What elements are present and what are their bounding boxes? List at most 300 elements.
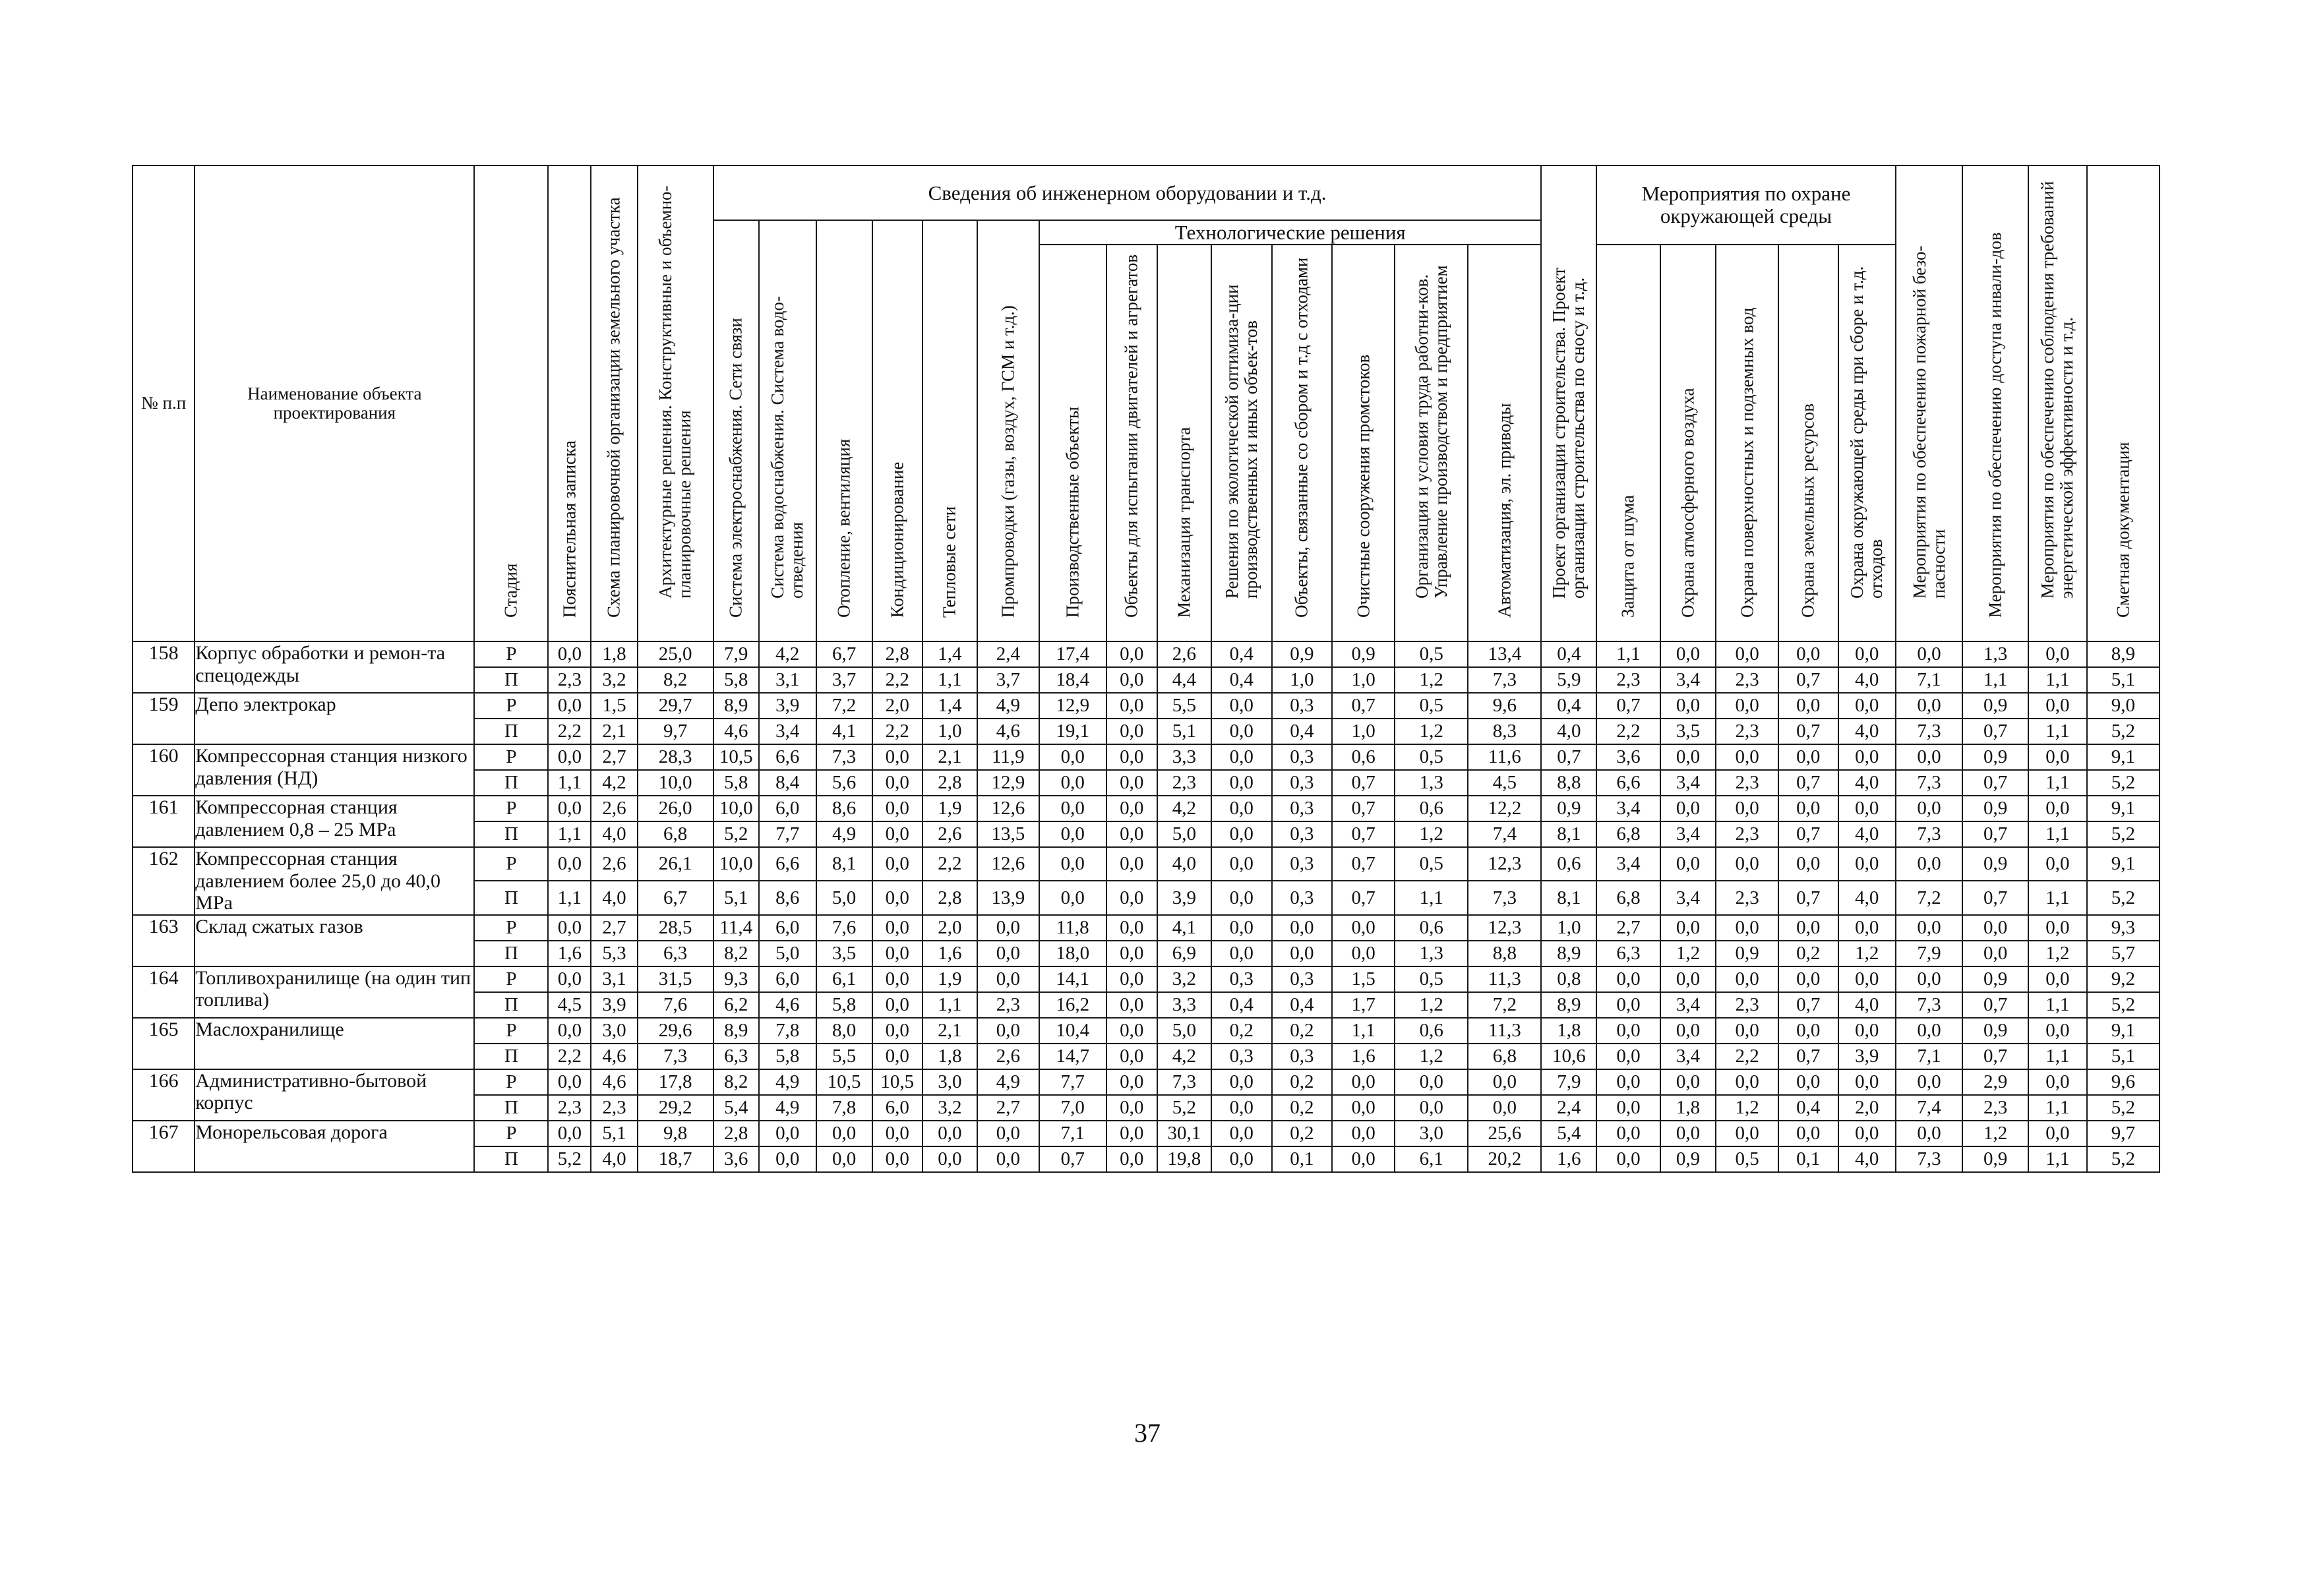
value-cell: 0,7 bbox=[1778, 881, 1838, 914]
value-cell: 0,7 bbox=[1962, 992, 2028, 1018]
value-cell: 0,0 bbox=[1838, 796, 1896, 821]
value-cell: 19,8 bbox=[1157, 1146, 1211, 1172]
value-cell: 2,1 bbox=[922, 744, 977, 770]
value-cell: 6,9 bbox=[1157, 941, 1211, 966]
value-cell: 0,0 bbox=[1660, 744, 1716, 770]
value-cell: 0,3 bbox=[1272, 796, 1332, 821]
value-cell: 6,0 bbox=[759, 966, 816, 992]
header-stage: Стадия bbox=[474, 165, 548, 641]
value-cell: 8,8 bbox=[1541, 770, 1596, 796]
value-cell: 0,0 bbox=[1896, 1018, 1963, 1044]
value-cell: 26,1 bbox=[638, 847, 713, 881]
value-cell: 8,2 bbox=[713, 1069, 759, 1095]
value-cell: 6,6 bbox=[759, 744, 816, 770]
value-cell: 3,4 bbox=[1660, 667, 1716, 693]
value-cell: 2,6 bbox=[922, 821, 977, 847]
value-cell: 6,8 bbox=[1596, 821, 1660, 847]
value-cell: 1,2 bbox=[1962, 1121, 2028, 1146]
table-row bbox=[133, 693, 2160, 719]
value-cell: 1,0 bbox=[1541, 915, 1596, 941]
value-cell: 0,7 bbox=[1332, 821, 1395, 847]
value-cell: 4,2 bbox=[591, 770, 637, 796]
value-cell: 13,9 bbox=[977, 881, 1039, 914]
value-cell: 7,8 bbox=[816, 1095, 872, 1121]
stage-cell: П bbox=[474, 770, 548, 796]
value-cell: 2,1 bbox=[922, 1018, 977, 1044]
value-cell: 2,0 bbox=[872, 693, 922, 719]
value-cell: 0,0 bbox=[1778, 1121, 1838, 1146]
value-cell: 7,8 bbox=[759, 1018, 816, 1044]
value-cell: 0,6 bbox=[1395, 1018, 1468, 1044]
value-cell: 12,3 bbox=[1468, 915, 1541, 941]
table-row bbox=[133, 641, 2160, 667]
value-cell: 0,0 bbox=[1211, 1121, 1272, 1146]
value-cell: 7,3 bbox=[1896, 992, 1963, 1018]
value-cell: 0,0 bbox=[2028, 796, 2087, 821]
value-cell: 8,0 bbox=[816, 1018, 872, 1044]
value-cell: 1,0 bbox=[1332, 719, 1395, 744]
value-cell: 0,0 bbox=[1778, 915, 1838, 941]
object-name: Корпус обработки и ремон-та спецодежды bbox=[195, 641, 474, 693]
value-cell: 0,1 bbox=[1778, 1146, 1838, 1172]
value-cell: 0,9 bbox=[1541, 796, 1596, 821]
value-cell: 0,0 bbox=[1896, 915, 1963, 941]
value-cell: 0,0 bbox=[1896, 796, 1963, 821]
value-cell: 2,3 bbox=[1716, 881, 1778, 914]
value-cell: 7,2 bbox=[1468, 992, 1541, 1018]
value-cell: 0,9 bbox=[1962, 1018, 2028, 1044]
value-cell: 1,1 bbox=[922, 667, 977, 693]
value-cell: 4,2 bbox=[1157, 1044, 1211, 1069]
value-cell: 5,2 bbox=[2087, 1146, 2160, 1172]
table-body bbox=[133, 641, 2160, 1172]
object-name: Маслохранилище bbox=[195, 1018, 474, 1069]
value-cell: 3,9 bbox=[759, 693, 816, 719]
value-cell: 7,1 bbox=[1896, 667, 1963, 693]
value-cell: 5,5 bbox=[816, 1044, 872, 1069]
value-cell: 0,0 bbox=[1211, 796, 1272, 821]
value-cell: 1,2 bbox=[1838, 941, 1896, 966]
value-cell: 17,4 bbox=[1039, 641, 1106, 667]
value-cell: 0,7 bbox=[1332, 796, 1395, 821]
value-cell: 10,5 bbox=[872, 1069, 922, 1095]
value-cell: 0,0 bbox=[1039, 847, 1106, 881]
value-cell: 1,1 bbox=[2028, 881, 2087, 914]
value-cell: 0,0 bbox=[1106, 1095, 1157, 1121]
table-row bbox=[133, 1121, 2160, 1146]
value-cell: 3,1 bbox=[591, 966, 637, 992]
value-cell: 2,3 bbox=[1157, 770, 1211, 796]
value-cell: 7,2 bbox=[816, 693, 872, 719]
value-cell: 0,7 bbox=[1962, 770, 2028, 796]
value-cell: 2,3 bbox=[591, 1095, 637, 1121]
value-cell: 5,2 bbox=[2087, 719, 2160, 744]
row-number: 160 bbox=[133, 744, 195, 796]
value-cell: 1,1 bbox=[922, 992, 977, 1018]
value-cell: 0,0 bbox=[872, 881, 922, 914]
value-cell: 0,0 bbox=[1596, 1069, 1660, 1095]
value-cell: 6,0 bbox=[759, 915, 816, 941]
value-cell: 0,0 bbox=[1660, 796, 1716, 821]
stage-cell: Р bbox=[474, 966, 548, 992]
value-cell: 0,0 bbox=[1106, 744, 1157, 770]
value-cell: 1,1 bbox=[2028, 1044, 2087, 1069]
value-cell: 0,0 bbox=[1962, 915, 2028, 941]
value-cell: 0,0 bbox=[2028, 915, 2087, 941]
value-cell: 1,1 bbox=[548, 821, 591, 847]
value-cell: 2,3 bbox=[1716, 821, 1778, 847]
value-cell: 12,6 bbox=[977, 847, 1039, 881]
value-cell: 1,9 bbox=[922, 796, 977, 821]
object-name: Компрессорная станция давлением 0,8 – 25 МРа bbox=[195, 796, 474, 847]
value-cell: 0,0 bbox=[1106, 1069, 1157, 1095]
value-cell: 2,7 bbox=[1596, 915, 1660, 941]
value-cell: 0,8 bbox=[1541, 966, 1596, 992]
value-cell: 2,2 bbox=[548, 1044, 591, 1069]
value-cell: 6,3 bbox=[638, 941, 713, 966]
value-cell: 2,3 bbox=[548, 667, 591, 693]
value-cell: 3,4 bbox=[1660, 881, 1716, 914]
value-cell: 7,0 bbox=[1039, 1095, 1106, 1121]
header-row-1 bbox=[133, 165, 2160, 220]
value-cell: 1,1 bbox=[2028, 667, 2087, 693]
value-cell: 2,2 bbox=[872, 667, 922, 693]
value-cell: 1,0 bbox=[1332, 667, 1395, 693]
value-cell: 0,3 bbox=[1211, 966, 1272, 992]
value-cell: 2,2 bbox=[1716, 1044, 1778, 1069]
value-cell: 5,6 bbox=[816, 770, 872, 796]
value-cell: 1,8 bbox=[1541, 1018, 1596, 1044]
value-cell: 0,0 bbox=[1211, 847, 1272, 881]
value-cell: 4,6 bbox=[977, 719, 1039, 744]
value-cell: 0,9 bbox=[1962, 744, 2028, 770]
value-cell: 0,0 bbox=[872, 1121, 922, 1146]
row-number: 163 bbox=[133, 915, 195, 966]
stage-cell: Р bbox=[474, 693, 548, 719]
value-cell: 0,0 bbox=[1838, 693, 1896, 719]
value-cell: 18,0 bbox=[1039, 941, 1106, 966]
value-cell: 8,1 bbox=[1541, 881, 1596, 914]
value-cell: 7,6 bbox=[638, 992, 713, 1018]
stage-cell: П bbox=[474, 881, 548, 914]
header-c14: Объекты, связанные со сбором и т.д с отходами bbox=[1272, 245, 1332, 642]
value-cell: 9,0 bbox=[2087, 693, 2160, 719]
page-number: 37 bbox=[1134, 1418, 1161, 1448]
value-cell: 11,8 bbox=[1039, 915, 1106, 941]
value-cell: 0,0 bbox=[1716, 1069, 1778, 1095]
value-cell: 0,1 bbox=[1272, 1146, 1332, 1172]
value-cell: 0,6 bbox=[1395, 915, 1468, 941]
stage-cell: П bbox=[474, 719, 548, 744]
value-cell: 2,4 bbox=[977, 641, 1039, 667]
value-cell: 11,9 bbox=[977, 744, 1039, 770]
value-cell: 2,8 bbox=[922, 770, 977, 796]
value-cell: 0,0 bbox=[1896, 1121, 1963, 1146]
value-cell: 12,9 bbox=[1039, 693, 1106, 719]
value-cell: 0,0 bbox=[1211, 1146, 1272, 1172]
value-cell: 1,6 bbox=[922, 941, 977, 966]
value-cell: 26,0 bbox=[638, 796, 713, 821]
value-cell: 10,0 bbox=[713, 847, 759, 881]
value-cell: 1,1 bbox=[1596, 641, 1660, 667]
value-cell: 3,2 bbox=[922, 1095, 977, 1121]
value-cell: 5,2 bbox=[2087, 770, 2160, 796]
header-c2: Схема планировочной организации земельного участка bbox=[591, 165, 637, 641]
stage-cell: Р bbox=[474, 1069, 548, 1095]
value-cell: 0,9 bbox=[1962, 796, 2028, 821]
value-cell: 5,9 bbox=[1541, 667, 1596, 693]
value-cell: 0,0 bbox=[1332, 915, 1395, 941]
value-cell: 0,0 bbox=[1106, 770, 1157, 796]
value-cell: 3,7 bbox=[977, 667, 1039, 693]
value-cell: 0,0 bbox=[1778, 1018, 1838, 1044]
object-name: Компрессорная станция давлением более 25,0 до 40,0 МРа bbox=[195, 847, 474, 915]
value-cell: 4,9 bbox=[759, 1095, 816, 1121]
value-cell: 1,0 bbox=[922, 719, 977, 744]
value-cell: 0,5 bbox=[1395, 966, 1468, 992]
value-cell: 7,2 bbox=[1896, 881, 1963, 914]
value-cell: 4,1 bbox=[816, 719, 872, 744]
value-cell: 0,7 bbox=[1778, 821, 1838, 847]
value-cell: 0,0 bbox=[548, 1018, 591, 1044]
value-cell: 0,0 bbox=[872, 770, 922, 796]
value-cell: 4,6 bbox=[759, 992, 816, 1018]
value-cell: 0,0 bbox=[922, 1146, 977, 1172]
header-c11: Объекты для испытании двигателей и агрегатов bbox=[1106, 245, 1157, 642]
value-cell: 0,0 bbox=[548, 1069, 591, 1095]
value-cell: 0,0 bbox=[1106, 719, 1157, 744]
value-cell: 0,0 bbox=[1596, 1121, 1660, 1146]
value-cell: 0,0 bbox=[1468, 1095, 1541, 1121]
value-cell: 5,0 bbox=[759, 941, 816, 966]
value-cell: 7,6 bbox=[816, 915, 872, 941]
value-cell: 0,0 bbox=[1838, 641, 1896, 667]
value-cell: 9,1 bbox=[2087, 1018, 2160, 1044]
value-cell: 6,3 bbox=[1596, 941, 1660, 966]
value-cell: 0,0 bbox=[1211, 1069, 1272, 1095]
value-cell: 5,1 bbox=[2087, 667, 2160, 693]
value-cell: 2,2 bbox=[922, 847, 977, 881]
value-cell: 0,3 bbox=[1272, 744, 1332, 770]
value-cell: 0,7 bbox=[1332, 693, 1395, 719]
value-cell: 1,1 bbox=[1962, 667, 2028, 693]
value-cell: 5,2 bbox=[2087, 992, 2160, 1018]
value-cell: 2,6 bbox=[1157, 641, 1211, 667]
header-c8: Тепловые сети bbox=[922, 220, 977, 641]
value-cell: 2,2 bbox=[548, 719, 591, 744]
value-cell: 4,2 bbox=[759, 641, 816, 667]
header-c12: Механизация транспорта bbox=[1157, 245, 1211, 642]
value-cell: 3,5 bbox=[816, 941, 872, 966]
value-cell: 0,3 bbox=[1272, 1044, 1332, 1069]
stage-cell: Р bbox=[474, 796, 548, 821]
header-c13: Решения по экологической оптимиза-ции производственных и иных объек-тов bbox=[1211, 245, 1272, 642]
value-cell: 0,7 bbox=[1778, 1044, 1838, 1069]
value-cell: 1,5 bbox=[591, 693, 637, 719]
value-cell: 0,0 bbox=[548, 966, 591, 992]
value-cell: 0,0 bbox=[1211, 881, 1272, 914]
stage-cell: П bbox=[474, 941, 548, 966]
value-cell: 0,0 bbox=[1716, 1121, 1778, 1146]
value-cell: 0,7 bbox=[1778, 992, 1838, 1018]
value-cell: 2,7 bbox=[591, 744, 637, 770]
value-cell: 0,0 bbox=[1596, 1146, 1660, 1172]
value-cell: 1,8 bbox=[1660, 1095, 1716, 1121]
value-cell: 7,9 bbox=[1541, 1069, 1596, 1095]
value-cell: 0,7 bbox=[1332, 881, 1395, 914]
value-cell: 0,7 bbox=[1541, 744, 1596, 770]
value-cell: 5,2 bbox=[1157, 1095, 1211, 1121]
value-cell: 6,1 bbox=[1395, 1146, 1468, 1172]
row-number: 166 bbox=[133, 1069, 195, 1121]
value-cell: 1,0 bbox=[1272, 667, 1332, 693]
value-cell: 0,4 bbox=[1272, 992, 1332, 1018]
value-cell: 0,0 bbox=[1211, 1095, 1272, 1121]
value-cell: 0,0 bbox=[2028, 966, 2087, 992]
value-cell: 4,0 bbox=[1838, 719, 1896, 744]
value-cell: 6,6 bbox=[1596, 770, 1660, 796]
value-cell: 6,7 bbox=[816, 641, 872, 667]
value-cell: 5,2 bbox=[2087, 881, 2160, 914]
value-cell: 1,6 bbox=[548, 941, 591, 966]
value-cell: 0,0 bbox=[2028, 1121, 2087, 1146]
value-cell: 6,6 bbox=[759, 847, 816, 881]
value-cell: 9,1 bbox=[2087, 744, 2160, 770]
value-cell: 0,0 bbox=[1106, 847, 1157, 881]
table-row bbox=[133, 847, 2160, 881]
value-cell: 6,7 bbox=[638, 881, 713, 914]
value-cell: 0,0 bbox=[759, 1121, 816, 1146]
value-cell: 9,7 bbox=[638, 719, 713, 744]
value-cell: 0,0 bbox=[2028, 693, 2087, 719]
stage-cell: Р bbox=[474, 1121, 548, 1146]
value-cell: 0,0 bbox=[1211, 915, 1272, 941]
value-cell: 0,9 bbox=[1962, 1146, 2028, 1172]
value-cell: 0,7 bbox=[1962, 1044, 2028, 1069]
value-cell: 25,6 bbox=[1468, 1121, 1541, 1146]
value-cell: 0,0 bbox=[1838, 1018, 1896, 1044]
value-cell: 0,0 bbox=[1039, 796, 1106, 821]
table-row bbox=[133, 1069, 2160, 1095]
value-cell: 0,2 bbox=[1272, 1121, 1332, 1146]
value-cell: 1,7 bbox=[1332, 992, 1395, 1018]
header-c18: Проект организации строительства. Проект организации строительства по сносу и т.д. bbox=[1541, 165, 1596, 641]
value-cell: 0,0 bbox=[1211, 719, 1272, 744]
value-cell: 5,8 bbox=[713, 667, 759, 693]
value-cell: 4,0 bbox=[1838, 770, 1896, 796]
value-cell: 9,8 bbox=[638, 1121, 713, 1146]
value-cell: 0,0 bbox=[759, 1146, 816, 1172]
value-cell: 0,6 bbox=[1332, 744, 1395, 770]
value-cell: 1,1 bbox=[2028, 1146, 2087, 1172]
value-cell: 4,5 bbox=[1468, 770, 1541, 796]
value-cell: 2,1 bbox=[591, 719, 637, 744]
value-cell: 9,6 bbox=[2087, 1069, 2160, 1095]
value-cell: 0,0 bbox=[1106, 1121, 1157, 1146]
value-cell: 1,6 bbox=[1541, 1146, 1596, 1172]
value-cell: 5,0 bbox=[1157, 1018, 1211, 1044]
value-cell: 0,0 bbox=[1332, 1095, 1395, 1121]
header-c19: Защита от шума bbox=[1596, 245, 1660, 642]
stage-cell: П bbox=[474, 1095, 548, 1121]
value-cell: 3,0 bbox=[922, 1069, 977, 1095]
value-cell: 2,3 bbox=[977, 992, 1039, 1018]
value-cell: 7,7 bbox=[1039, 1069, 1106, 1095]
value-cell: 6,8 bbox=[638, 821, 713, 847]
value-cell: 0,4 bbox=[1541, 641, 1596, 667]
value-cell: 6,3 bbox=[713, 1044, 759, 1069]
value-cell: 2,8 bbox=[713, 1121, 759, 1146]
value-cell: 0,0 bbox=[1468, 1069, 1541, 1095]
value-cell: 5,1 bbox=[713, 881, 759, 914]
value-cell: 8,8 bbox=[1468, 941, 1541, 966]
value-cell: 0,4 bbox=[1211, 992, 1272, 1018]
value-cell: 7,1 bbox=[1896, 1044, 1963, 1069]
value-cell: 0,0 bbox=[1211, 941, 1272, 966]
value-cell: 0,0 bbox=[1896, 744, 1963, 770]
value-cell: 5,2 bbox=[548, 1146, 591, 1172]
value-cell: 8,3 bbox=[1468, 719, 1541, 744]
value-cell: 0,0 bbox=[1272, 915, 1332, 941]
value-cell: 0,7 bbox=[1039, 1146, 1106, 1172]
value-cell: 0,0 bbox=[548, 796, 591, 821]
value-cell: 3,3 bbox=[1157, 744, 1211, 770]
value-cell: 20,2 bbox=[1468, 1146, 1541, 1172]
value-cell: 0,0 bbox=[2028, 847, 2087, 881]
row-number: 161 bbox=[133, 796, 195, 847]
value-cell: 5,5 bbox=[1157, 693, 1211, 719]
value-cell: 4,6 bbox=[591, 1069, 637, 1095]
value-cell: 0,0 bbox=[1838, 744, 1896, 770]
value-cell: 29,6 bbox=[638, 1018, 713, 1044]
value-cell: 1,1 bbox=[1332, 1018, 1395, 1044]
value-cell: 0,0 bbox=[1395, 1069, 1468, 1095]
value-cell: 0,0 bbox=[1660, 847, 1716, 881]
value-cell: 0,0 bbox=[1896, 641, 1963, 667]
value-cell: 7,3 bbox=[1896, 1146, 1963, 1172]
value-cell: 14,7 bbox=[1039, 1044, 1106, 1069]
value-cell: 1,8 bbox=[922, 1044, 977, 1069]
value-cell: 0,4 bbox=[1778, 1095, 1838, 1121]
value-cell: 9,3 bbox=[713, 966, 759, 992]
header-c9: Промпроводки (газы, воздух, ГСМ и т.д.) bbox=[977, 220, 1039, 641]
value-cell: 0,5 bbox=[1395, 744, 1468, 770]
value-cell: 0,0 bbox=[872, 847, 922, 881]
value-cell: 1,2 bbox=[1660, 941, 1716, 966]
value-cell: 0,0 bbox=[1039, 770, 1106, 796]
value-cell: 0,0 bbox=[1962, 941, 2028, 966]
stage-cell: Р bbox=[474, 915, 548, 941]
value-cell: 6,1 bbox=[816, 966, 872, 992]
value-cell: 8,1 bbox=[816, 847, 872, 881]
value-cell: 4,9 bbox=[977, 1069, 1039, 1095]
header-c25: Мероприятия по обеспечению доступа инвали-дов bbox=[1962, 165, 2028, 641]
value-cell: 28,5 bbox=[638, 915, 713, 941]
row-number: 167 bbox=[133, 1121, 195, 1172]
value-cell: 6,0 bbox=[759, 796, 816, 821]
value-cell: 0,0 bbox=[1106, 941, 1157, 966]
value-cell: 11,3 bbox=[1468, 1018, 1541, 1044]
value-cell: 3,4 bbox=[1660, 992, 1716, 1018]
value-cell: 12,6 bbox=[977, 796, 1039, 821]
value-cell: 0,0 bbox=[548, 693, 591, 719]
value-cell: 1,1 bbox=[2028, 821, 2087, 847]
object-name: Топливохранилище (на один тип топлива) bbox=[195, 966, 474, 1018]
value-cell: 10,0 bbox=[638, 770, 713, 796]
value-cell: 0,0 bbox=[872, 966, 922, 992]
row-number: 159 bbox=[133, 693, 195, 744]
value-cell: 1,2 bbox=[1716, 1095, 1778, 1121]
